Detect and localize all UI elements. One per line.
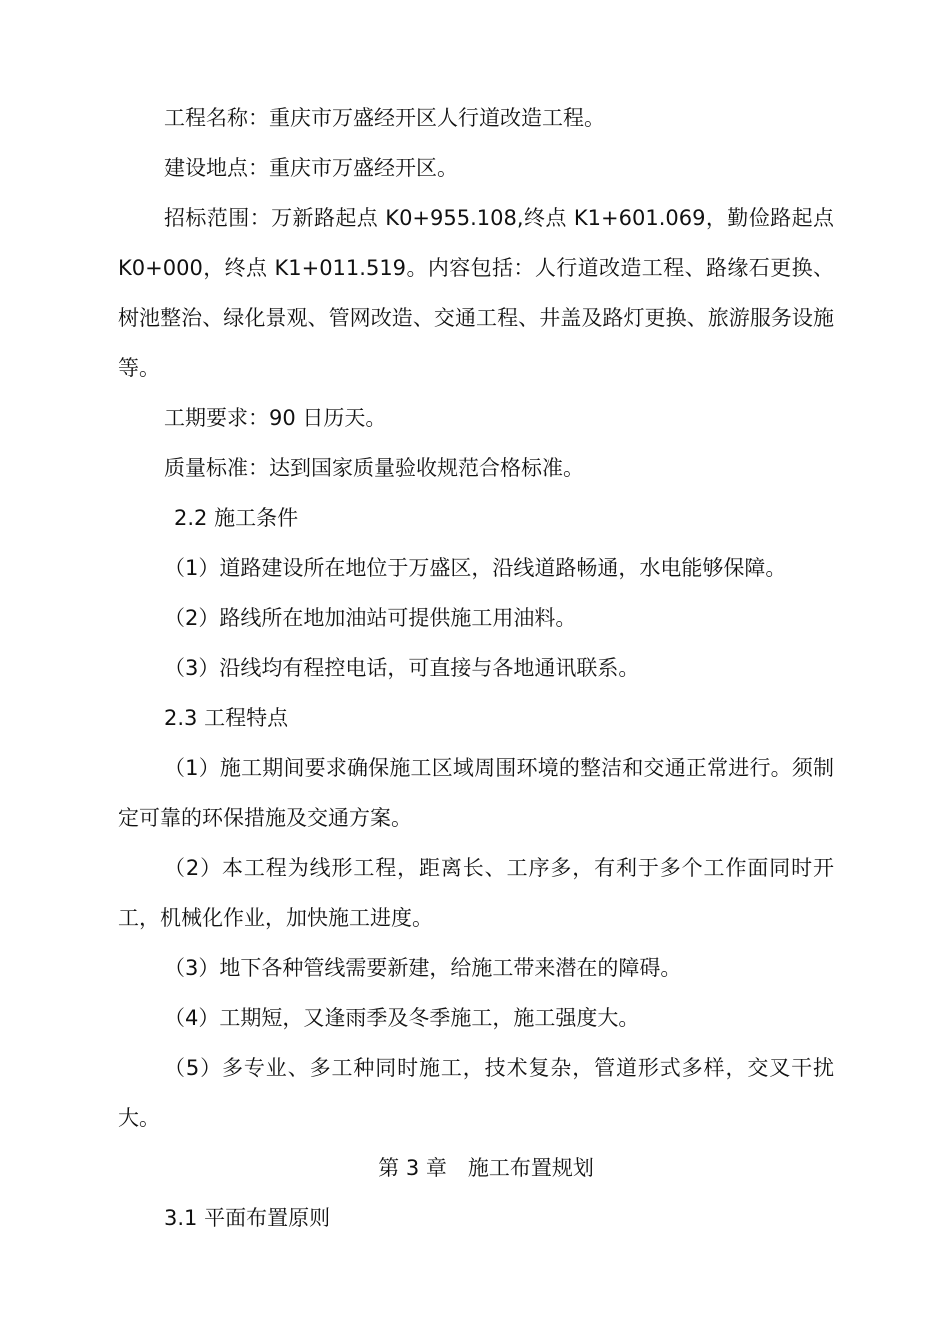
bid-scope-paragraph: 招标范围：万新路起点 K0+955.108,终点 K1+601.069，勤俭路起点 K0+000，终点 K1+011.519。内容包括：人行道改造工程、路缘石更换、树池整治、绿化景观、管网改造、交通工程、井盖及路灯更换、旅游服务设施等。 [118,206,834,380]
duration-paragraph: 工期要求：90 日历天。 [164,406,387,430]
condition-item-2: （2）路线所在地加油站可提供施工用油料。 [164,606,577,630]
document-body [118,93,834,1243]
quality-paragraph: 质量标准：达到国家质量验收规范合格标准。 [164,456,584,480]
feature-item-1: （1）施工期间要求确保施工区域周围环境的整洁和交通正常进行。须制定可靠的环保措施及交通方案。 [118,756,834,830]
section-3-1-heading: 3.1 平面布置原则 [164,1206,331,1230]
condition-item-1: （1）道路建设所在地位于万盛区，沿线道路畅通，水电能够保障。 [164,556,787,580]
section-2-2-heading: 2.2 施工条件 [174,506,299,530]
chapter-3-title: 第 3 章 施工布置规划 [378,1156,594,1180]
project-name-paragraph: 工程名称：重庆市万盛经开区人行道改造工程。 [164,106,605,130]
project-location-paragraph: 建设地点：重庆市万盛经开区。 [164,156,458,180]
feature-item-2: （2）本工程为线形工程，距离长、工序多，有利于多个工作面同时开工，机械化作业，加快施工进度。 [118,856,834,930]
condition-item-3: （3）沿线均有程控电话，可直接与各地通讯联系。 [164,656,640,680]
feature-item-5: （5）多专业、多工种同时施工，技术复杂，管道形式多样，交叉干扰大。 [118,1056,834,1130]
section-2-3-heading: 2.3 工程特点 [164,706,289,730]
feature-item-3: （3）地下各种管线需要新建，给施工带来潜在的障碍。 [164,956,682,980]
feature-item-4: （4）工期短，又逢雨季及冬季施工，施工强度大。 [164,1006,640,1030]
